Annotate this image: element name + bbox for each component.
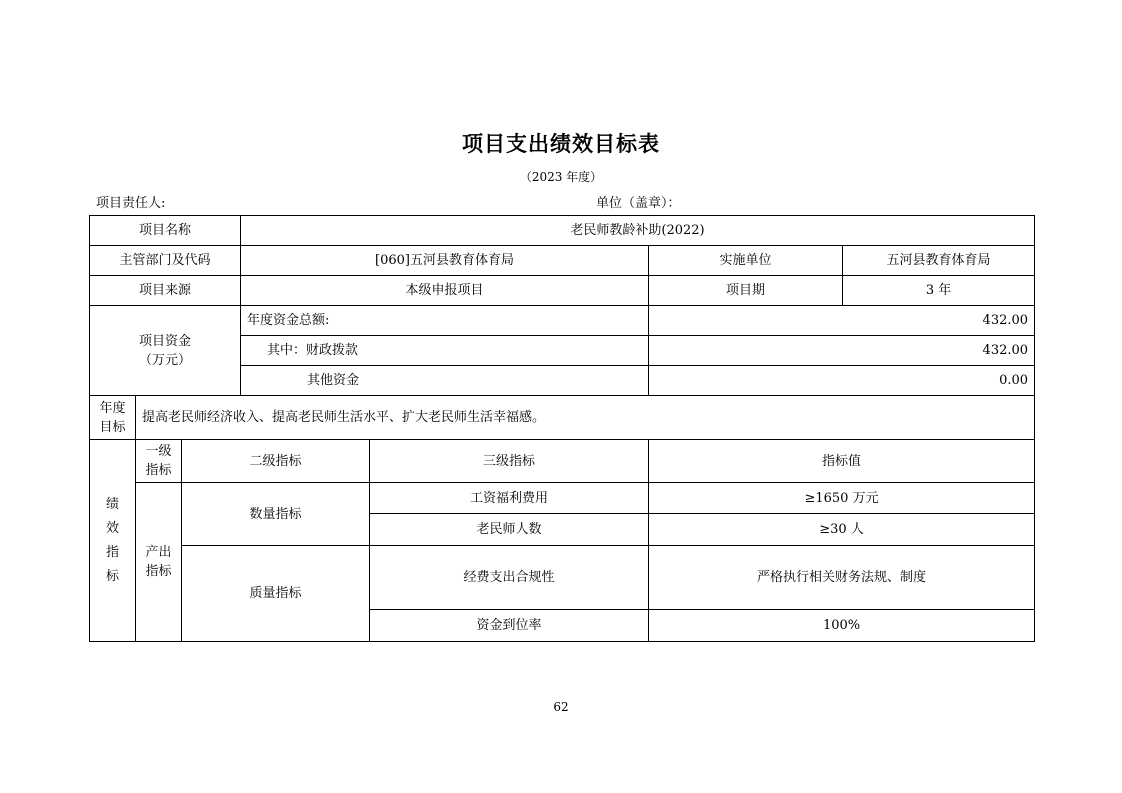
- value-header: 指标值: [649, 440, 1035, 483]
- other-funds-label: 其他资金: [241, 366, 649, 396]
- project-funds-label-line1: 项目资金: [138, 333, 191, 349]
- project-name-label: 项目名称: [90, 216, 241, 246]
- annual-total-value: 432.00: [649, 306, 1035, 336]
- table-row: [90, 483, 1035, 514]
- indicator-value: 严格执行相关财务法规、制度: [649, 546, 1035, 610]
- performance-target-table: [89, 215, 1035, 642]
- source-row: [90, 276, 1035, 306]
- project-period-label: 项目期: [649, 276, 843, 306]
- other-funds-value: 0.00: [649, 366, 1035, 396]
- output-label-line1: 产出: [145, 545, 172, 560]
- table-row: [90, 546, 1035, 610]
- level1-header: [136, 440, 182, 483]
- indicator-name: 资金到位率: [370, 610, 649, 642]
- section-char: 效: [105, 520, 119, 536]
- department-value: [060]五河县教育体育局: [241, 246, 649, 276]
- annual-goal-row: [90, 396, 1035, 440]
- page-number: 62: [553, 700, 569, 714]
- indicator-value: 100%: [649, 610, 1035, 642]
- responsible-person-label: 项目责任人:: [96, 196, 166, 211]
- annual-total-label: 年度资金总额:: [241, 306, 649, 336]
- indicator-value: ≥1650 万元: [649, 483, 1035, 514]
- output-label-line2: 指标: [145, 564, 172, 579]
- annual-goal-text: 提高老民师经济收入、提高老民师生活水平、扩大老民师生活幸福感。: [136, 396, 1035, 440]
- output-indicator-label: [136, 483, 182, 642]
- funds-total-row: [90, 306, 1035, 336]
- level1-header-line2: 指标: [145, 463, 172, 478]
- department-row: [90, 246, 1035, 276]
- quantity-indicator-label: 数量指标: [182, 483, 370, 546]
- unit-seal-label: 单位（盖章）：: [596, 196, 681, 211]
- fiscal-allocation-value: 432.00: [649, 336, 1035, 366]
- project-name-row: [90, 216, 1035, 246]
- level3-header: 三级指标: [370, 440, 649, 483]
- fiscal-allocation-label: 其中：财政拨款: [241, 336, 649, 366]
- indicator-name: 工资福利费用: [370, 483, 649, 514]
- fiscal-year: （2023 年度）: [519, 170, 603, 184]
- project-funds-label-line2: （万元）: [138, 352, 191, 368]
- department-label: 主管部门及代码: [90, 246, 241, 276]
- section-char: 指: [105, 544, 119, 560]
- indicator-header-row: [90, 440, 1035, 483]
- quality-indicator-label: 质量指标: [182, 546, 370, 642]
- project-source-value: 本级申报项目: [241, 276, 649, 306]
- implementing-unit-value: 五河县教育体育局: [843, 246, 1035, 276]
- annual-goal-label-line1: 年度: [99, 400, 126, 416]
- indicator-name: 老民师人数: [370, 514, 649, 546]
- indicator-name: 经费支出合规性: [370, 546, 649, 610]
- project-period-value: 3 年: [843, 276, 1035, 306]
- annual-goal-label-line2: 目标: [99, 419, 126, 435]
- level2-header: 二级指标: [182, 440, 370, 483]
- section-char: 标: [105, 568, 119, 584]
- performance-indicators-label: [90, 440, 136, 642]
- project-name-value: 老民师教龄补助(2022): [241, 216, 1035, 246]
- implementing-unit-label: 实施单位: [649, 246, 843, 276]
- project-funds-label: [90, 306, 241, 396]
- annual-goal-label: [90, 396, 136, 440]
- indicator-value: ≥30 人: [649, 514, 1035, 546]
- page-title: 项目支出绩效目标表: [462, 132, 660, 156]
- level1-header-line1: 一级: [145, 444, 172, 459]
- section-char: 绩: [105, 496, 119, 512]
- project-source-label: 项目来源: [90, 276, 241, 306]
